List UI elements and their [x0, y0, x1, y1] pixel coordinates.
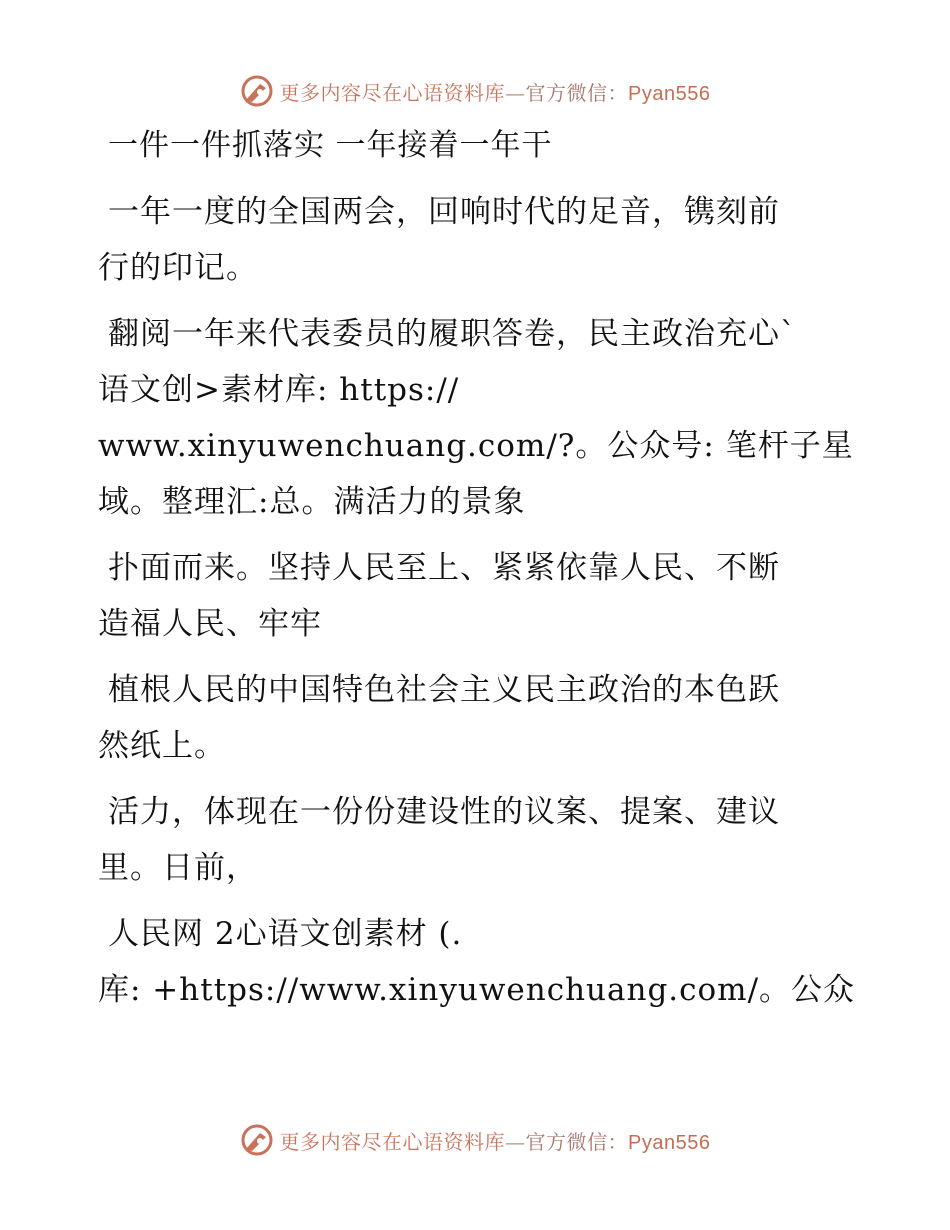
header-watermark	[0, 71, 950, 111]
watermark-wechat-id: Pyan556	[628, 1131, 711, 1154]
watermark-wechat-label: 官方微信：	[525, 1129, 629, 1154]
pen-nib-logo-icon	[240, 74, 274, 108]
paragraph-line: 造福人民、牢牢	[98, 606, 322, 642]
watermark-wechat-id: Pyan556	[628, 82, 711, 105]
paragraph-line: 域。整理汇:总。满活力的景象	[98, 484, 526, 520]
paragraph-line: 然纸上。	[98, 728, 226, 764]
document-body	[98, 118, 856, 1018]
watermark-site: 更多内容尽在心语资料库	[279, 1129, 506, 1154]
paragraph-line: 翻阅一年来代表委员的履职答卷，民主政治充心`	[108, 316, 797, 352]
watermark-dash: —	[505, 1129, 526, 1154]
paragraph-line: www.xinyuwenchuang.com/?。公众号: 笔杆子星	[98, 428, 854, 464]
paragraph-line: 语文创>素材库: https://	[98, 372, 460, 408]
document-title: 一件一件抓落实 一年接着一年干	[108, 128, 553, 163]
watermark-text	[280, 77, 711, 106]
paragraph-line: 库: +https://www.xinyuwenchuang.com/。公众	[98, 972, 856, 1008]
footer-watermark	[0, 1120, 950, 1160]
paragraph-line: 行的印记。	[98, 250, 258, 286]
paragraph-line: 人民网 2心语文创素材 (.	[108, 916, 463, 952]
watermark-dash: —	[505, 80, 526, 105]
watermark-text	[280, 1126, 711, 1155]
paragraph-line: 一年一度的全国两会，回响时代的足音，镌刻前	[108, 194, 780, 230]
pen-nib-logo-icon	[240, 1123, 274, 1157]
paragraph-line: 里。日前，	[98, 850, 258, 886]
paragraph-line: 扑面而来。坚持人民至上、紧紧依靠人民、不断	[108, 550, 780, 586]
paragraph-line: 植根人民的中国特色社会主义民主政治的本色跃	[108, 672, 780, 708]
paragraph-line: 活力，体现在一份份建设性的议案、提案、建议	[108, 794, 780, 830]
watermark-site: 更多内容尽在心语资料库	[279, 80, 506, 105]
watermark-wechat-label: 官方微信：	[525, 80, 629, 105]
